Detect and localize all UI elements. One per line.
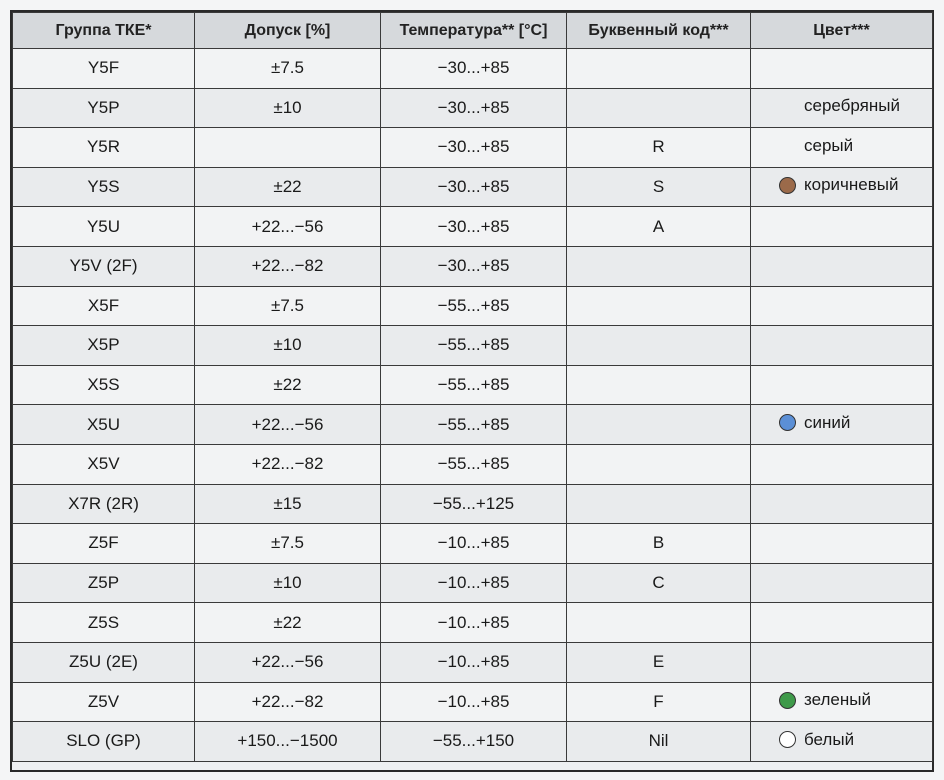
cell-temperature: −10...+85 bbox=[381, 563, 567, 603]
cell-temperature: −10...+85 bbox=[381, 642, 567, 682]
cell-letter-code: S bbox=[567, 167, 751, 207]
cell-color bbox=[751, 682, 933, 722]
cell-tolerance: ±10 bbox=[195, 326, 381, 366]
color-label: белый bbox=[804, 729, 855, 749]
cell-letter-code: B bbox=[567, 524, 751, 564]
cell-group: X5U bbox=[13, 405, 195, 445]
cell-color bbox=[751, 246, 933, 286]
table-row bbox=[13, 563, 933, 603]
table-row bbox=[13, 49, 933, 89]
cell-group: X5V bbox=[13, 444, 195, 484]
cell-letter-code: Nil bbox=[567, 722, 751, 762]
table-row bbox=[13, 682, 933, 722]
cell-color bbox=[751, 365, 933, 405]
cell-temperature: −10...+85 bbox=[381, 524, 567, 564]
cell-tolerance: ±7.5 bbox=[195, 286, 381, 326]
cell-color bbox=[751, 642, 933, 682]
header-group: Группа ТКЕ* bbox=[13, 13, 195, 49]
header-temperature: Температура** [°С] bbox=[381, 13, 567, 49]
cell-temperature: −55...+85 bbox=[381, 286, 567, 326]
table-row bbox=[13, 722, 933, 762]
cell-letter-code bbox=[567, 484, 751, 524]
cell-letter-code bbox=[567, 286, 751, 326]
table-row bbox=[13, 286, 933, 326]
cell-color bbox=[751, 88, 933, 128]
cell-group: Z5P bbox=[13, 563, 195, 603]
cell-color bbox=[751, 444, 933, 484]
color-entry bbox=[779, 136, 853, 156]
cell-tolerance: +150...−1500 bbox=[195, 722, 381, 762]
cell-group: X5S bbox=[13, 365, 195, 405]
table-row bbox=[13, 128, 933, 168]
color-label: коричневый bbox=[804, 175, 899, 195]
cell-letter-code bbox=[567, 326, 751, 366]
cell-letter-code: R bbox=[567, 128, 751, 168]
cell-tolerance: ±15 bbox=[195, 484, 381, 524]
cell-temperature: −55...+85 bbox=[381, 444, 567, 484]
cell-color bbox=[751, 484, 933, 524]
cell-tolerance: ±22 bbox=[195, 167, 381, 207]
cell-temperature: −10...+85 bbox=[381, 603, 567, 643]
cell-temperature: −55...+125 bbox=[381, 484, 567, 524]
table-row bbox=[13, 405, 933, 445]
cell-tolerance: ±22 bbox=[195, 365, 381, 405]
cell-group: Z5V bbox=[13, 682, 195, 722]
table-row bbox=[13, 167, 933, 207]
color-label: синий bbox=[804, 412, 851, 432]
tke-table-frame bbox=[10, 10, 934, 772]
cell-color bbox=[751, 603, 933, 643]
cell-color bbox=[751, 405, 933, 445]
color-swatch-icon bbox=[779, 731, 796, 748]
color-label: серебряный bbox=[804, 96, 900, 116]
color-swatch-icon bbox=[779, 177, 796, 194]
cell-group: Z5U (2E) bbox=[13, 642, 195, 682]
color-entry bbox=[779, 96, 900, 116]
cell-group: Y5P bbox=[13, 88, 195, 128]
cell-tolerance: +22...−56 bbox=[195, 207, 381, 247]
cell-letter-code: A bbox=[567, 207, 751, 247]
color-label: серый bbox=[804, 135, 854, 155]
cell-letter-code: C bbox=[567, 563, 751, 603]
table-header-row bbox=[13, 13, 933, 49]
tke-table bbox=[12, 12, 933, 762]
cell-tolerance bbox=[195, 128, 381, 168]
header-letter-code: Буквенный код*** bbox=[567, 13, 751, 49]
header-tolerance: Допуск [%] bbox=[195, 13, 381, 49]
color-entry bbox=[779, 730, 854, 750]
cell-color bbox=[751, 49, 933, 89]
cell-letter-code bbox=[567, 405, 751, 445]
table-row bbox=[13, 326, 933, 366]
cell-temperature: −30...+85 bbox=[381, 246, 567, 286]
cell-color bbox=[751, 524, 933, 564]
table-row bbox=[13, 88, 933, 128]
cell-temperature: −30...+85 bbox=[381, 49, 567, 89]
cell-tolerance: +22...−82 bbox=[195, 444, 381, 484]
cell-temperature: −30...+85 bbox=[381, 207, 567, 247]
cell-group: Y5F bbox=[13, 49, 195, 89]
header-color: Цвет*** bbox=[751, 13, 933, 49]
table-row bbox=[13, 484, 933, 524]
table-row bbox=[13, 365, 933, 405]
cell-group: Z5F bbox=[13, 524, 195, 564]
color-swatch-placeholder bbox=[779, 137, 796, 154]
cell-temperature: −30...+85 bbox=[381, 128, 567, 168]
table-row bbox=[13, 246, 933, 286]
cell-temperature: −30...+85 bbox=[381, 167, 567, 207]
color-swatch-icon bbox=[779, 414, 796, 431]
cell-temperature: −55...+85 bbox=[381, 365, 567, 405]
color-entry bbox=[779, 413, 850, 433]
cell-group: Y5R bbox=[13, 128, 195, 168]
cell-color bbox=[751, 563, 933, 603]
cell-color bbox=[751, 722, 933, 762]
cell-tolerance: +22...−82 bbox=[195, 246, 381, 286]
cell-letter-code bbox=[567, 246, 751, 286]
cell-letter-code bbox=[567, 444, 751, 484]
cell-temperature: −10...+85 bbox=[381, 682, 567, 722]
cell-color bbox=[751, 167, 933, 207]
cell-group: X5P bbox=[13, 326, 195, 366]
table-row bbox=[13, 207, 933, 247]
color-swatch-placeholder bbox=[779, 98, 796, 115]
color-label: зеленый bbox=[804, 690, 871, 710]
cell-tolerance: ±7.5 bbox=[195, 49, 381, 89]
cell-temperature: −55...+85 bbox=[381, 405, 567, 445]
table-row bbox=[13, 524, 933, 564]
cell-color bbox=[751, 286, 933, 326]
cell-letter-code bbox=[567, 365, 751, 405]
cell-group: X7R (2R) bbox=[13, 484, 195, 524]
cell-tolerance: +22...−56 bbox=[195, 405, 381, 445]
cell-group: Z5S bbox=[13, 603, 195, 643]
color-entry bbox=[779, 175, 898, 195]
cell-tolerance: ±10 bbox=[195, 88, 381, 128]
cell-tolerance: ±10 bbox=[195, 563, 381, 603]
cell-letter-code: E bbox=[567, 642, 751, 682]
cell-tolerance: +22...−56 bbox=[195, 642, 381, 682]
cell-group: Y5S bbox=[13, 167, 195, 207]
cell-tolerance: ±22 bbox=[195, 603, 381, 643]
cell-letter-code bbox=[567, 88, 751, 128]
cell-letter-code: F bbox=[567, 682, 751, 722]
cell-letter-code bbox=[567, 603, 751, 643]
cell-group: X5F bbox=[13, 286, 195, 326]
cell-temperature: −55...+85 bbox=[381, 326, 567, 366]
table-row bbox=[13, 603, 933, 643]
color-swatch-icon bbox=[779, 692, 796, 709]
cell-color bbox=[751, 207, 933, 247]
color-entry bbox=[779, 690, 871, 710]
cell-group: Y5V (2F) bbox=[13, 246, 195, 286]
cell-group: Y5U bbox=[13, 207, 195, 247]
cell-temperature: −55...+150 bbox=[381, 722, 567, 762]
cell-letter-code bbox=[567, 49, 751, 89]
cell-group: SLO (GP) bbox=[13, 722, 195, 762]
cell-color bbox=[751, 326, 933, 366]
cell-tolerance: +22...−82 bbox=[195, 682, 381, 722]
table-row bbox=[13, 444, 933, 484]
cell-tolerance: ±7.5 bbox=[195, 524, 381, 564]
cell-color bbox=[751, 128, 933, 168]
table-row bbox=[13, 642, 933, 682]
cell-temperature: −30...+85 bbox=[381, 88, 567, 128]
